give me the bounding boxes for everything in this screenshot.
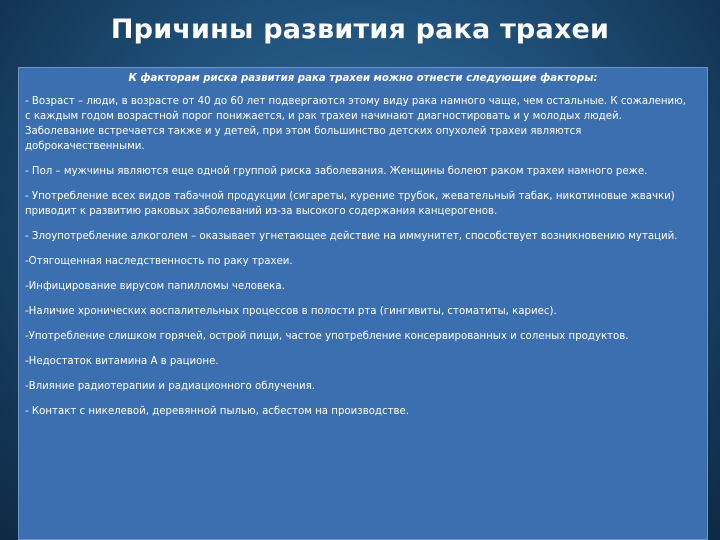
- factor-line: -Влияние радиотерапии и радиационного облучения.: [25, 381, 316, 392]
- factor-line: - Употребление всех видов табачной продукции (сигареты, курение трубок, жевательный табак, никотиновые жвачки): [25, 191, 675, 202]
- factor-line: - Контакт с никелевой, деревянной пылью, асбестом на производстве.: [25, 406, 410, 417]
- factor-paragraph: [25, 379, 701, 394]
- factor-line: - Возраст – люди, в возрасте от 40 до 60 лет подвергаются этому виду рака намного чаще, чем остальные. К сожалению,: [25, 96, 686, 107]
- factor-paragraph: [25, 164, 701, 179]
- factor-line: -Употребление слишком горячей, острой пищи, частое употребление консервированных и соленых продуктов.: [25, 331, 629, 342]
- factor-paragraph: [25, 354, 701, 369]
- content-box: [18, 67, 708, 540]
- factor-paragraph: [25, 254, 701, 269]
- factor-line: -Инфицирование вирусом папилломы человека.: [25, 281, 285, 292]
- factor-paragraph: [25, 189, 701, 219]
- factor-paragraph: [25, 404, 701, 419]
- factor-line: - Пол – мужчины являются еще одной группой риска заболевания. Женщины болеют раком трахеи намного реже.: [25, 166, 648, 177]
- factor-line: -Наличие хронических воспалительных процессов в полости рта (гингивиты, стоматиты, кариес).: [25, 306, 557, 317]
- factor-paragraph: [25, 304, 701, 319]
- factor-line: - Злоупотребление алкоголем – оказывает угнетающее действие на иммунитет, способствует возникновению мутаций.: [25, 231, 678, 242]
- factor-line: приводит к развитию раковых заболеваний из-за высокого содержания канцерогенов.: [25, 206, 498, 217]
- factor-paragraph: [25, 229, 701, 244]
- factors-heading: К факторам риска развития рака трахеи можно отнести следующие факторы:: [128, 73, 598, 84]
- factor-paragraph: [25, 94, 701, 154]
- factor-line: -Отягощенная наследственность по раку трахеи.: [25, 256, 293, 267]
- factor-paragraph: [25, 279, 701, 294]
- factor-line: -Недостаток витамина А в рационе.: [25, 356, 219, 367]
- factor-line: доброкачественными.: [25, 141, 145, 152]
- factor-line: с каждым годом возрастной порог понижается, и рак трахеи начинают диагностировать и у молодых людей.: [25, 111, 622, 122]
- slide-title: Причины развития рака трахеи: [110, 14, 610, 45]
- factor-line: Заболевание встречается также и у детей, при этом большинство детских опухолей трахеи являются: [25, 126, 582, 137]
- factor-paragraph: [25, 329, 701, 344]
